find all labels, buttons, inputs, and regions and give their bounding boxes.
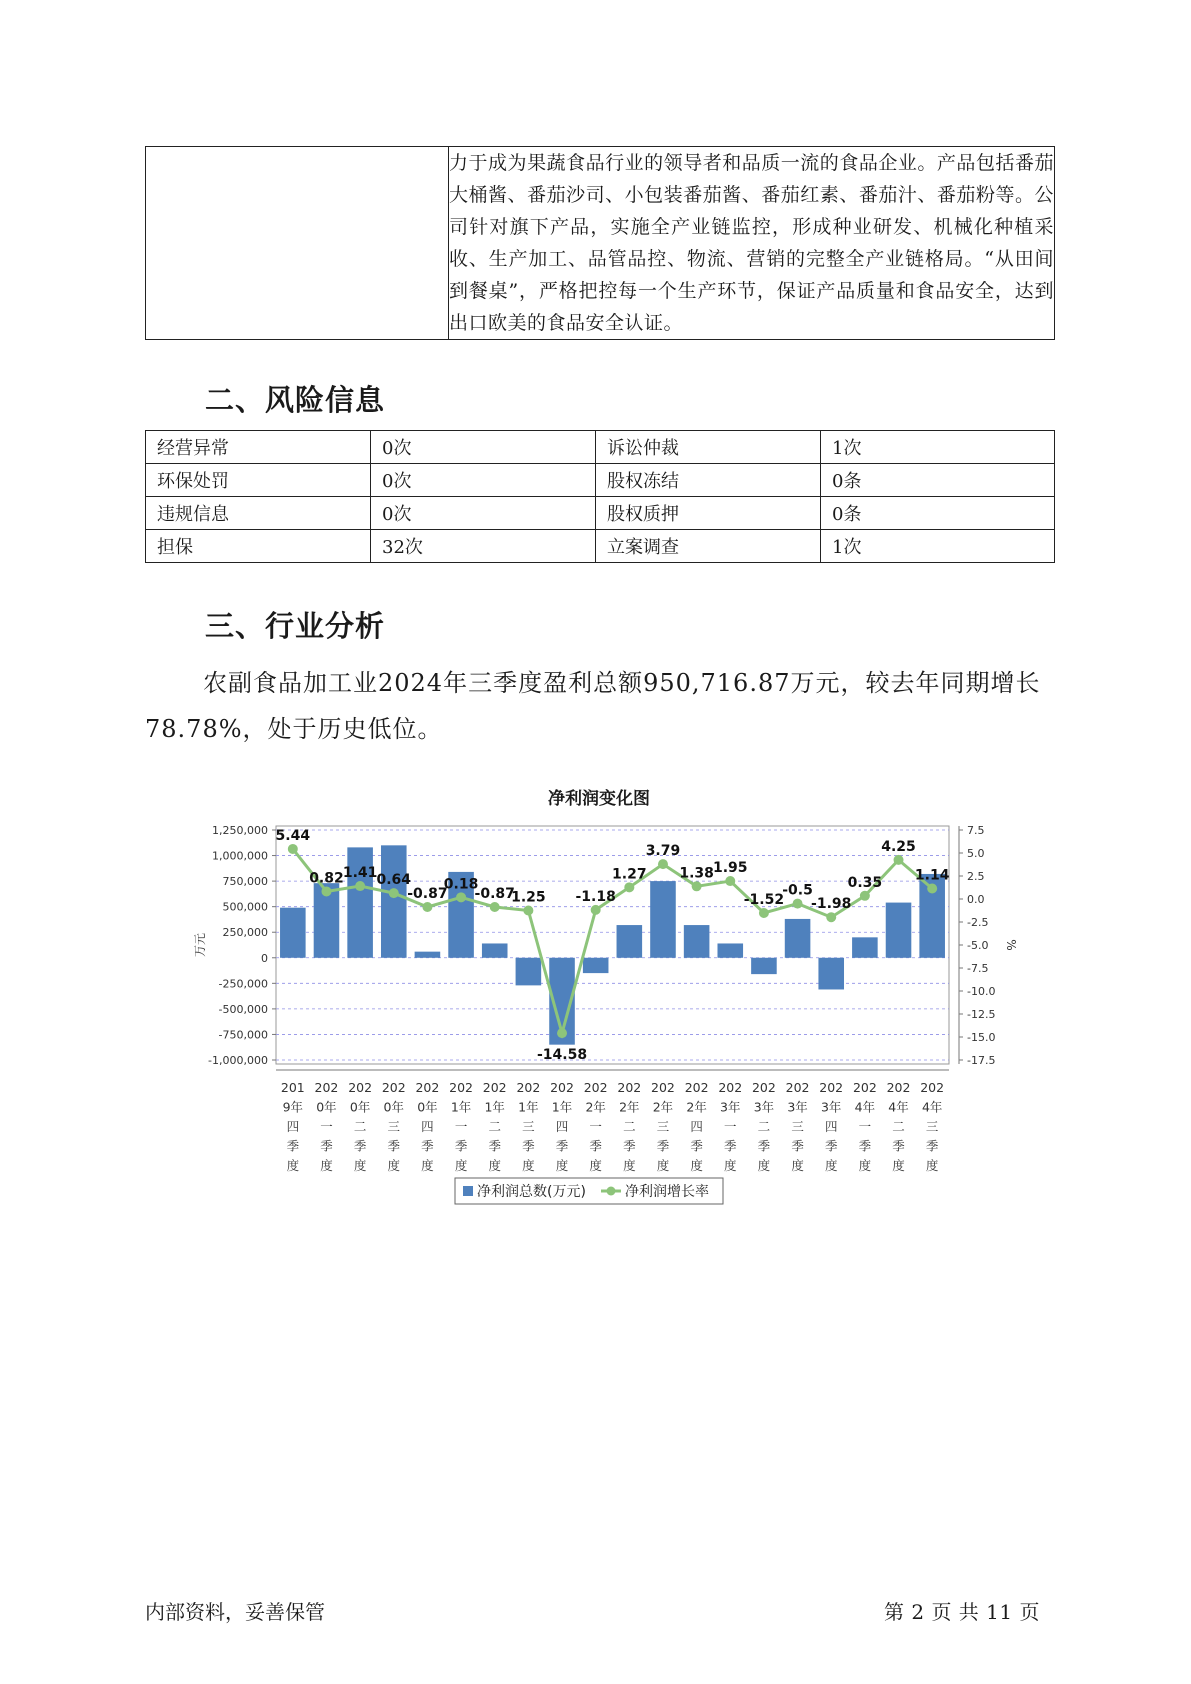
risk-key: 股权冻结 [596, 464, 821, 497]
x-tick-label: 季 [320, 1138, 333, 1154]
bar [482, 943, 508, 957]
x-tick-label: 4年 [854, 1099, 876, 1115]
x-tick-label: 0年 [417, 1099, 438, 1115]
x-tick-label: 季 [488, 1138, 501, 1154]
growth-data-label: -1.98 [811, 896, 852, 913]
x-tick-label: 202 [651, 1080, 675, 1095]
x-tick-label: 202 [415, 1080, 440, 1095]
risk-value: 1次 [821, 431, 1055, 464]
x-tick-label: 季 [589, 1138, 602, 1154]
x-tick-label: 2年 [619, 1099, 640, 1115]
x-tick-label: 201 [280, 1080, 305, 1095]
risk-key: 股权质押 [596, 497, 821, 530]
bar [852, 937, 878, 957]
x-tick-label: 四 [421, 1119, 434, 1134]
bar [751, 958, 777, 974]
x-tick-label: 度 [623, 1158, 636, 1173]
x-tick-label: 季 [724, 1138, 737, 1154]
growth-data-label: 0.82 [309, 870, 344, 887]
footer-page-number: 第 2 页 共 11 页 [884, 1600, 1040, 1624]
x-tick-label: 季 [522, 1138, 535, 1154]
bar [886, 903, 912, 958]
x-tick-label: 季 [454, 1138, 468, 1154]
x-tick-label: 三 [925, 1119, 939, 1134]
x-tick-label: 202 [751, 1080, 776, 1095]
risk-value: 0次 [371, 431, 596, 464]
x-tick-label: 3年 [820, 1099, 842, 1115]
x-tick-label: 202 [886, 1080, 911, 1095]
growth-data-label: 4.25 [881, 838, 916, 855]
x-tick-label: 1年 [450, 1099, 472, 1115]
y2-tick-label: -12.5 [967, 1008, 996, 1021]
y-tick-label: 500,000 [222, 900, 268, 914]
risk-row [146, 431, 1055, 464]
risk-key: 违规信息 [146, 497, 371, 530]
x-tick-label: 二 [353, 1119, 367, 1134]
legend-bar-swatch [463, 1186, 473, 1196]
x-tick-label: 度 [488, 1158, 501, 1173]
y2-tick-label: -15.0 [967, 1031, 996, 1044]
growth-data-label: -1.18 [575, 888, 616, 905]
growth-data-label: 1.38 [679, 865, 714, 882]
x-tick-label: 202 [348, 1080, 373, 1095]
y-tick-label: 1,000,000 [212, 849, 268, 863]
bar [516, 958, 542, 986]
x-tick-label: 三 [656, 1119, 670, 1134]
x-tick-label: 度 [925, 1158, 939, 1173]
growth-point [321, 886, 331, 896]
growth-point [725, 876, 735, 886]
x-tick-label: 202 [449, 1080, 474, 1095]
chart-svg [176, 776, 1036, 1236]
x-tick-label: 3年 [753, 1099, 775, 1115]
risk-value: 0条 [821, 464, 1055, 497]
x-tick-label: 9年 [282, 1099, 304, 1115]
x-tick-label: 度 [858, 1158, 872, 1173]
x-tick-label: 度 [555, 1158, 569, 1173]
growth-point [355, 881, 365, 891]
x-tick-label: 202 [684, 1080, 709, 1095]
x-tick-label: 度 [656, 1158, 670, 1173]
growth-point [523, 906, 533, 916]
risk-row [146, 464, 1055, 497]
x-tick-label: 一 [320, 1119, 333, 1134]
x-tick-label: 度 [454, 1158, 468, 1173]
chart-title: 净利润变化图 [548, 789, 650, 809]
x-tick-label: 度 [892, 1158, 905, 1173]
growth-point [793, 899, 803, 909]
bar [617, 925, 643, 958]
x-tick-label: 4年 [888, 1099, 909, 1115]
x-tick-label: 0年 [383, 1099, 405, 1115]
x-tick-label: 季 [421, 1138, 434, 1154]
x-tick-label: 季 [286, 1138, 300, 1154]
bar [684, 925, 710, 958]
net-profit-chart [176, 776, 1036, 1236]
growth-data-label: -14.58 [536, 1047, 588, 1064]
company-intro-table [145, 146, 1055, 340]
growth-point [692, 881, 702, 891]
x-tick-label: 一 [724, 1119, 737, 1134]
y2-tick-label: -7.5 [967, 962, 989, 975]
x-tick-label: 202 [516, 1080, 541, 1095]
y2-tick-label: -5.0 [967, 939, 989, 952]
y-tick-label: 750,000 [222, 875, 268, 889]
x-tick-label: 度 [320, 1158, 333, 1173]
y-tick-label: 0 [261, 951, 268, 965]
industry-paragraph: 农副食品加工业2024年三季度盈利总额950,716.87万元，较去年同期增长78.78%，处于历史低位。 [145, 669, 1041, 743]
x-tick-label: 二 [623, 1119, 636, 1134]
x-tick-label: 度 [522, 1158, 535, 1173]
y2-tick-label: 5.0 [967, 847, 985, 860]
bar [650, 881, 676, 958]
x-tick-label: 季 [623, 1138, 636, 1154]
intro-label-cell [146, 147, 449, 340]
bar [583, 958, 609, 973]
bar [347, 847, 373, 957]
y2-tick-label: -2.5 [967, 916, 989, 929]
risk-value: 0次 [371, 497, 596, 530]
x-tick-label: 季 [555, 1138, 569, 1154]
x-tick-label: 0年 [349, 1099, 371, 1115]
risk-row [146, 530, 1055, 563]
y-tick-label: 1,250,000 [212, 824, 268, 837]
y2-axis-title: % [1004, 939, 1018, 951]
x-tick-label: 季 [824, 1138, 838, 1154]
growth-data-label: -0.87 [407, 886, 448, 903]
growth-point [288, 844, 298, 854]
growth-data-label: 1.95 [713, 860, 748, 877]
x-tick-label: 202 [314, 1080, 339, 1095]
x-tick-label: 2年 [585, 1099, 606, 1115]
x-tick-label: 度 [724, 1158, 737, 1173]
x-tick-label: 三 [522, 1119, 535, 1134]
growth-point [759, 908, 769, 918]
x-tick-label: 季 [353, 1138, 367, 1154]
growth-data-label: -0.5 [782, 882, 813, 899]
x-tick-label: 四 [286, 1119, 300, 1134]
y2-tick-label: -10.0 [967, 985, 996, 998]
risk-value: 0次 [371, 464, 596, 497]
bar [818, 958, 844, 990]
x-tick-label: 202 [718, 1080, 743, 1095]
risk-heading: 二、风险信息 [205, 383, 386, 417]
growth-point [624, 882, 634, 892]
risk-key: 环保处罚 [146, 464, 371, 497]
legend-line-label: 净利润增长率 [625, 1184, 709, 1200]
x-tick-label: 四 [690, 1119, 703, 1134]
y-tick-label: -750,000 [218, 1028, 268, 1042]
y-tick-label: 250,000 [222, 926, 268, 940]
growth-data-label: 0.18 [443, 876, 479, 893]
growth-point [557, 1028, 567, 1038]
risk-key: 经营异常 [146, 431, 371, 464]
intro-text-cell: 力于成为果蔬食品行业的领导者和品质一流的食品企业。产品包括番茄大桶酱、番茄沙司、小包装番茄酱、番茄红素、番茄汁、番茄粉等。公司针对旗下产品，实施全产业链监控，形成种业研发、机械化种植采收、生产加工、品管品控、物流、营销的完整全产业链格局。“从田间到餐桌”，严格把控每一个生产环节，保证产品质量和食品安全，达到出口欧美的食品安全认证。 [449, 147, 1055, 340]
x-tick-label: 202 [617, 1080, 642, 1095]
x-tick-label: 二 [488, 1119, 501, 1134]
y-tick-label: -250,000 [218, 977, 268, 991]
x-tick-label: 度 [757, 1158, 771, 1173]
x-tick-label: 202 [550, 1080, 574, 1095]
x-tick-label: 一 [454, 1119, 468, 1134]
x-tick-label: 1年 [518, 1099, 539, 1115]
x-tick-label: 1年 [551, 1099, 573, 1115]
x-tick-label: 3年 [720, 1099, 741, 1115]
x-tick-label: 度 [387, 1158, 401, 1173]
growth-data-label: 0.64 [376, 872, 412, 889]
x-tick-label: 季 [656, 1138, 670, 1154]
x-tick-label: 202 [819, 1080, 844, 1095]
x-tick-label: 2年 [652, 1099, 674, 1115]
risk-value: 0条 [821, 497, 1055, 530]
x-tick-label: 度 [589, 1158, 602, 1173]
growth-data-label: 5.44 [275, 827, 311, 844]
growth-data-label: 1.41 [342, 865, 378, 882]
x-tick-label: 度 [690, 1158, 703, 1173]
growth-point [490, 902, 500, 912]
y-axis-title: 万元 [193, 932, 207, 958]
x-tick-label: 0年 [316, 1099, 337, 1115]
x-tick-label: 度 [791, 1158, 804, 1173]
risk-value: 1次 [821, 530, 1055, 563]
x-tick-label: 度 [353, 1158, 367, 1173]
y2-tick-label: -17.5 [967, 1054, 996, 1067]
x-tick-label: 1年 [484, 1099, 505, 1115]
x-tick-label: 四 [555, 1119, 569, 1134]
growth-data-label: 0.35 [847, 874, 883, 891]
bar [717, 943, 743, 957]
x-tick-label: 202 [583, 1080, 608, 1095]
x-tick-label: 一 [858, 1119, 872, 1134]
y2-tick-label: 2.5 [967, 870, 985, 883]
footer-confidential: 内部资料，妥善保管 [145, 1600, 325, 1624]
y2-tick-label: 0.0 [967, 893, 985, 906]
x-tick-label: 3年 [787, 1099, 808, 1115]
x-tick-label: 度 [824, 1158, 838, 1173]
risk-value: 32次 [371, 530, 596, 563]
x-tick-label: 202 [920, 1080, 945, 1095]
legend-line-marker [607, 1187, 616, 1196]
x-tick-label: 4年 [921, 1099, 943, 1115]
x-tick-label: 三 [387, 1119, 401, 1134]
bar [381, 845, 407, 957]
growth-point [860, 891, 870, 901]
bar [415, 952, 441, 958]
growth-point [389, 888, 399, 898]
x-tick-label: 季 [690, 1138, 703, 1154]
x-tick-label: 二 [757, 1119, 771, 1134]
growth-data-label: -0.87 [474, 886, 515, 903]
growth-data-label: 3.79 [645, 843, 681, 860]
x-tick-label: 季 [925, 1138, 939, 1154]
bar [280, 908, 306, 958]
risk-row [146, 497, 1055, 530]
growth-data-label: 1.25 [511, 889, 546, 906]
growth-point [894, 855, 904, 865]
growth-point [658, 859, 668, 869]
growth-point [591, 905, 601, 915]
x-tick-label: 度 [286, 1158, 300, 1173]
bar [785, 919, 811, 958]
y2-tick-label: 7.5 [967, 824, 985, 837]
risk-key: 担保 [146, 530, 371, 563]
x-tick-label: 202 [785, 1080, 810, 1095]
legend-bar-label: 净利润总数(万元) [477, 1184, 586, 1200]
industry-heading: 三、行业分析 [205, 609, 386, 643]
x-tick-label: 二 [892, 1119, 905, 1134]
growth-point [826, 912, 836, 922]
x-tick-label: 季 [791, 1138, 804, 1154]
x-tick-label: 一 [589, 1119, 602, 1134]
growth-data-label: 1.27 [612, 866, 647, 883]
risk-table [145, 430, 1055, 563]
growth-point [927, 884, 937, 894]
x-tick-label: 四 [824, 1119, 838, 1134]
growth-point [422, 902, 432, 912]
risk-key: 立案调查 [596, 530, 821, 563]
growth-data-label: 1.14 [914, 867, 950, 884]
x-tick-label: 度 [421, 1158, 434, 1173]
x-tick-label: 202 [482, 1080, 507, 1095]
x-tick-label: 202 [381, 1080, 406, 1095]
x-tick-label: 季 [892, 1138, 905, 1154]
x-tick-label: 季 [858, 1138, 872, 1154]
plot-area [276, 826, 949, 1064]
x-tick-label: 季 [757, 1138, 771, 1154]
growth-data-label: -1.52 [743, 891, 785, 908]
x-tick-label: 季 [387, 1138, 401, 1154]
x-tick-label: 2年 [686, 1099, 707, 1115]
growth-point [456, 892, 466, 902]
risk-key: 诉讼仲裁 [596, 431, 821, 464]
y-tick-label: -1,000,000 [208, 1054, 268, 1067]
x-tick-label: 三 [791, 1119, 804, 1134]
x-tick-label: 202 [852, 1080, 877, 1095]
y-tick-label: -500,000 [218, 1002, 268, 1016]
